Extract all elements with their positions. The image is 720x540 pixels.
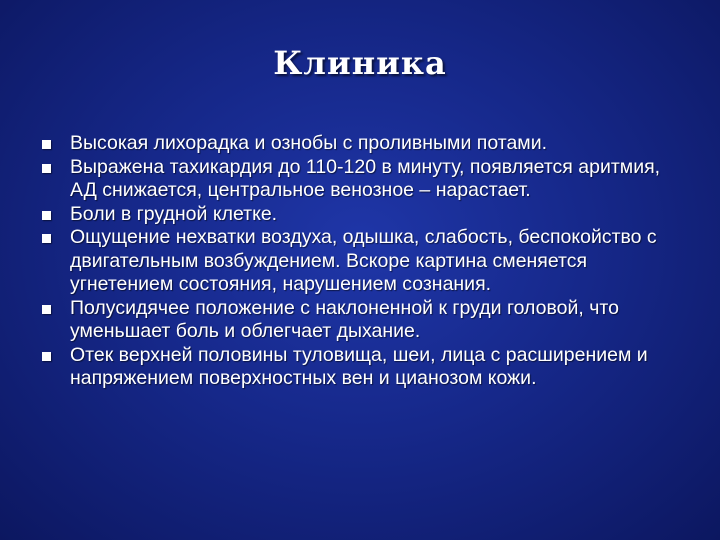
- bullet-text: Ощущение нехватки воздуха, одышка, слабость, беспокойство с двигательным возбуждением. Вскоре картина сменяется угнетением состояния, нарушением сознания.: [70, 226, 657, 295]
- bullet-item: [42, 226, 672, 297]
- square-bullet-icon: [42, 211, 51, 220]
- bullet-item: [42, 297, 672, 344]
- bullet-item: [42, 132, 672, 156]
- bullet-text: Выражена тахикардия до 110-120 в минуту, появляется аритмия, АД снижается, центральное венозное – нарастает.: [70, 155, 661, 201]
- square-bullet-icon: [42, 305, 51, 314]
- square-bullet-icon: [42, 164, 51, 173]
- slide-title: Клиника: [273, 44, 447, 82]
- bullet-item: [42, 156, 672, 203]
- bullet-list: [42, 132, 672, 391]
- bullet-text: Отек верхней половины туловища, шеи, лица с расширением и напряжением поверхностных вен и цианозом кожи.: [70, 343, 648, 389]
- bullet-text: Боли в грудной клетке.: [70, 202, 278, 225]
- square-bullet-icon: [42, 140, 51, 149]
- square-bullet-icon: [42, 352, 51, 361]
- square-bullet-icon: [42, 234, 51, 243]
- bullet-text: Высокая лихорадка и ознобы с проливными потами.: [70, 132, 548, 154]
- bullet-item: [42, 203, 672, 227]
- bullet-text: Полусидячее положение с наклоненной к груди головой, что уменьшает боль и облегчает дыхание.: [70, 296, 619, 342]
- bullet-item: [42, 344, 672, 391]
